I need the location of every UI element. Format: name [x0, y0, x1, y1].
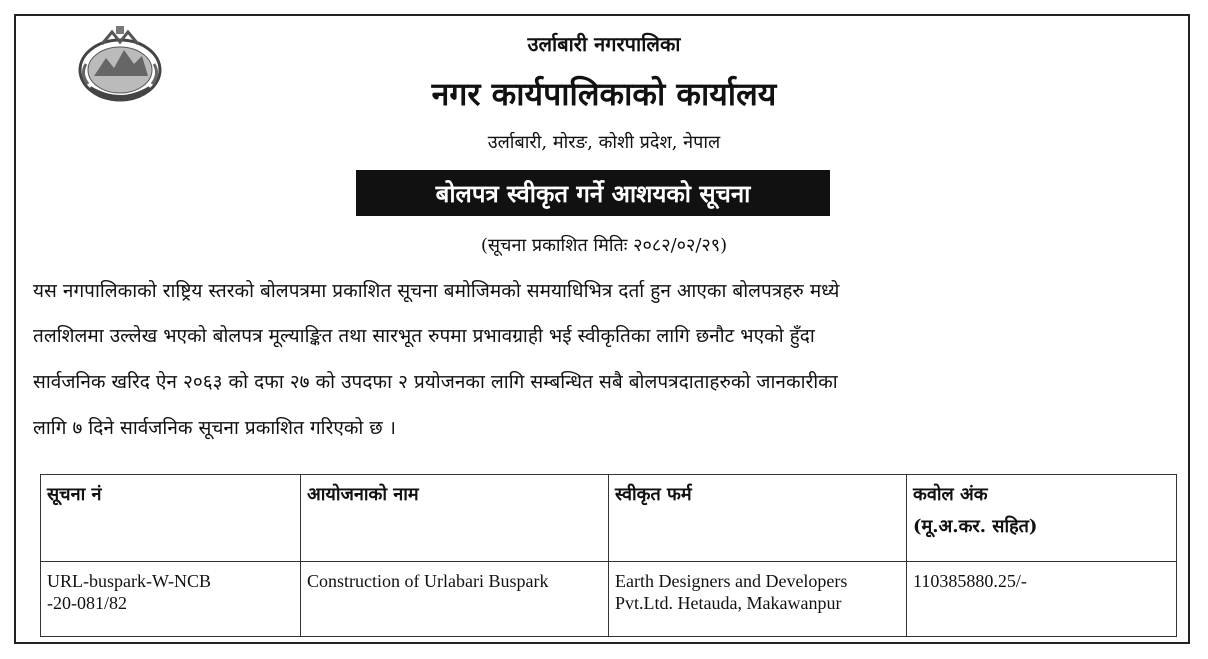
firm-line-1: Earth Designers and Developers: [615, 571, 848, 591]
notice-body-line: लागि ७ दिने सार्वजनिक सूचना प्रकाशित गरिएको छ ।: [33, 417, 396, 439]
notice-body-line: तलशिलमा उल्लेख भएको बोलपत्र मूल्याङ्कित तथा सारभूत रुपमा प्रभावग्राही भई स्वीकृतिका लागि छनौट भएको हुँदा: [33, 325, 815, 347]
municipality-name: उर्लाबारी नगरपालिका: [527, 32, 681, 56]
notice-title: बोलपत्र स्वीकृत गर्ने आशयको सूचना: [356, 170, 830, 216]
published-date: (सूचना प्रकाशित मितिः २०८२/०२/२९): [480, 235, 728, 256]
cell-notice-no: [41, 562, 301, 637]
cell-bid-amount: 110385880.25/-: [907, 562, 1177, 637]
notice-no-line-1: URL-buspark-W-NCB: [47, 571, 211, 591]
bid-acceptance-table: [40, 474, 1177, 637]
notice-no-line-2: -20-081/82: [47, 593, 127, 613]
cell-accepted-firm: [609, 562, 907, 637]
col-header-bid-amount: [907, 475, 1177, 562]
col-header-project-name: आयोजनाको नाम: [301, 475, 609, 562]
office-name: नगर कार्यपालिकाको कार्यालय: [431, 75, 777, 113]
notice-body-line: यस नगपालिकाको राष्ट्रिय स्तरको बोलपत्रमा प्रकाशित सूचना बमोजिमको समयाधिभित्र दर्ता हुन आएका बोलपत्रहरु मध्ये: [33, 280, 840, 302]
table-row: [41, 562, 1177, 637]
col-header-accepted-firm: स्वीकृत फर्म: [609, 475, 907, 562]
office-address: उर्लाबारी, मोरङ, कोशी प्रदेश, नेपाल: [487, 132, 721, 153]
bid-amount-label: कवोल अंक: [913, 484, 988, 505]
table-header-row: [41, 475, 1177, 562]
col-header-notice-no: सूचना नं: [41, 475, 301, 562]
cell-project-name: Construction of Urlabari Buspark: [301, 562, 609, 637]
firm-line-2: Pvt.Ltd. Hetauda, Makawanpur: [615, 593, 842, 613]
notice-body-line: सार्वजनिक खरिद ऐन २०६३ को दफा २७ को उपदफा २ प्रयोजनका लागि सम्बन्धित सबै बोलपत्रदाताहरुको जानकारीका: [33, 371, 838, 393]
bid-amount-vat-note: (मू.अ.कर. सहित): [913, 516, 1038, 537]
